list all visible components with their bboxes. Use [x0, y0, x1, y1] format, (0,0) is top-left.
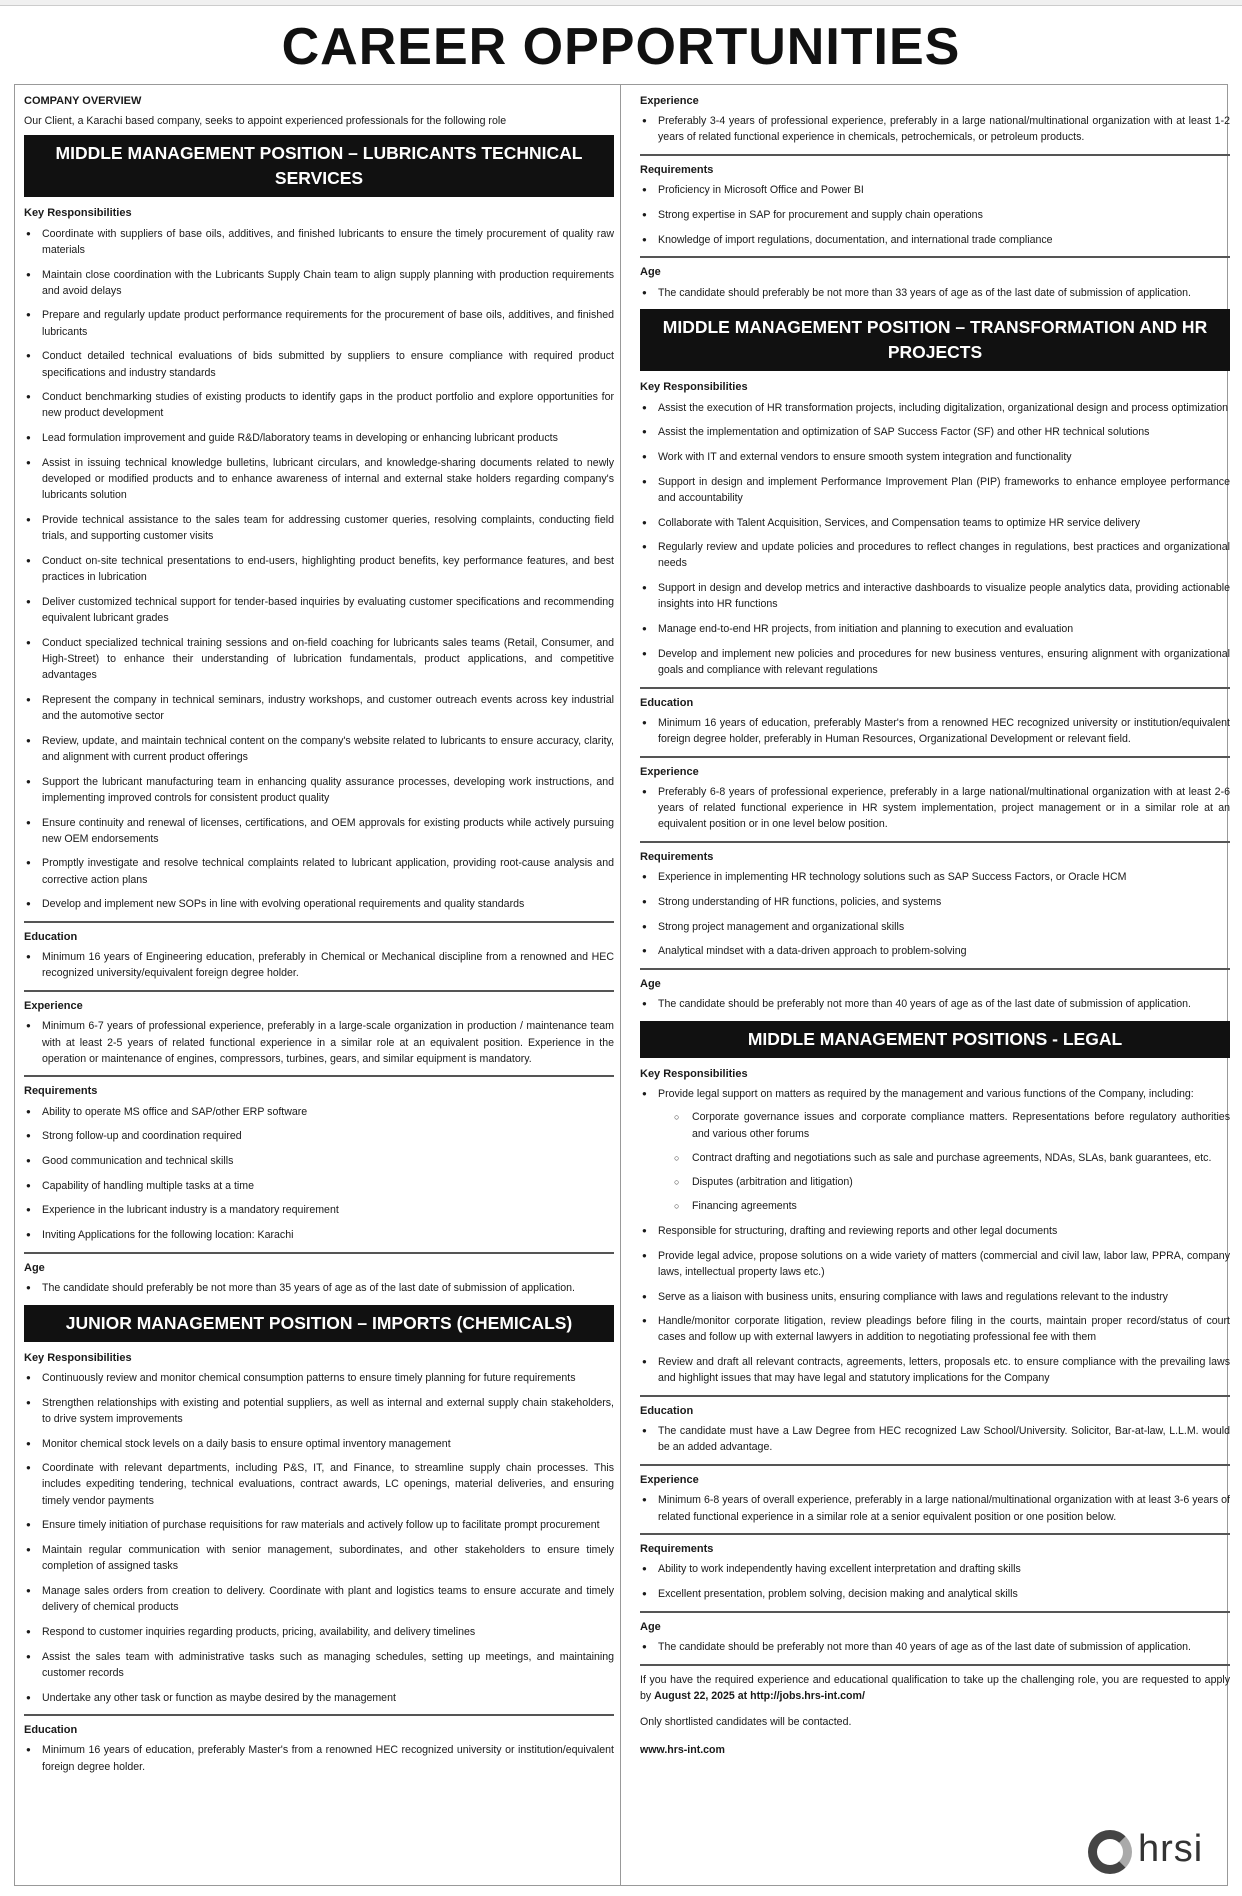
divider [24, 990, 614, 992]
legal-resp-label: Key Responsibilities [640, 1068, 748, 1081]
list-item: ● Handle/monitor corporate litigation, review pleadings before filing in the courts, maintain proper record/status of court cases and follow up with external lawyers in addition to negotiating professional fee with them [640, 1313, 1230, 1345]
list-item: ○ Financing agreements [658, 1198, 1230, 1214]
list-item: ● Assist the execution of HR transformation projects, including digitalization, organizational design and process optimization [640, 400, 1230, 416]
shortlisted-note: Only shortlisted candidates will be contacted. [640, 1716, 852, 1729]
list-item: ● Support in design and develop metrics and interactive dashboards to visualize people analytics data, providing actionable insights into HR functions [640, 580, 1230, 612]
lub-edu-label: Education [24, 931, 78, 944]
divider [24, 921, 614, 923]
list-item: ● Experience in implementing HR technology solutions such as SAP Success Factors, or Oracle HCM [640, 869, 1230, 885]
logo-text: hrsi [1138, 1828, 1204, 1870]
list-item: ● Manage sales orders from creation to delivery. Coordinate with plant and logistics teams to ensure accurate and timely delivery of chemical products [24, 1583, 614, 1615]
legal-age-label: Age [640, 1620, 661, 1633]
list-item: ● Minimum 16 years of education, preferably Master's from a renowned HEC recognized university or institution/equivalent foreign degree holder, preferably in Human Resources, Organizational Development or relevant field. [640, 715, 1230, 747]
logo-ring-icon [1088, 1830, 1132, 1874]
list-item: ● The candidate must have a Law Degree from HEC recognized Law School/University. Solicitor, Bar-at-law, L.L.M. would be an added advantage. [640, 1423, 1230, 1455]
list-item: ● Minimum 16 years of education, preferably Master's from a renowned HEC recognized university or institution/equivalent foreign degree holder. [24, 1742, 614, 1774]
list-item: ● The candidate should preferably be not more than 33 years of age as of the last date of submission of application. [640, 285, 1230, 301]
legal-resp-list [640, 1086, 1230, 1214]
list-item: ● Deliver customized technical support for tender-based inquiries by evaluating customer specifications and recommending equivalent lubricant grades [24, 594, 614, 626]
list-item: ● Minimum 6-8 years of overall experience, preferably in a large national/multinational organization with at least 3-6 years of related functional experience in a similar role at a senior equivalent position or one position below. [640, 1492, 1230, 1524]
list-item: ● Responsible for structuring, drafting and reviewing reports and other legal documents [640, 1223, 1230, 1239]
hr-resp-list [640, 400, 1230, 679]
divider [640, 1464, 1230, 1466]
overview-heading: COMPANY OVERVIEW [24, 95, 142, 107]
list-item: ● Conduct on-site technical presentations to end-users, highlighting product benefits, key performance features, and best practices in lubrication [24, 553, 614, 585]
hr-exp-label: Experience [640, 765, 699, 778]
legal-req-list [640, 1561, 1230, 1602]
legal-resp-first: Provide legal support on matters as required by the management and various functions of the Company, including: [658, 1088, 1194, 1101]
lub-resp-label: Key Responsibilities [24, 207, 132, 220]
list-item: ○ Disputes (arbitration and litigation) [658, 1174, 1230, 1190]
list-item: ● Ensure timely initiation of purchase requisitions for raw materials and actively follow up to facilitate prompt procurement [24, 1517, 614, 1533]
imp-resp-label: Key Responsibilities [24, 1351, 132, 1364]
list-item: ● Support the lubricant manufacturing team in enhancing quality assurance processes, developing work instructions, and implementing improved controls for consistent product quality [24, 774, 614, 806]
list-item: ● Review, update, and maintain technical content on the company's website related to lubricants to ensure accuracy, clarity, and alignment with current product offerings [24, 733, 614, 765]
list-item [640, 1086, 1230, 1214]
lub-exp-label: Experience [24, 1000, 83, 1013]
imports-banner: JUNIOR MANAGEMENT POSITION – IMPORTS (CHEMICALS) [24, 1305, 614, 1342]
imp-resp-list [24, 1370, 614, 1706]
legal-req-label: Requirements [640, 1543, 714, 1556]
website-link[interactable]: www.hrs-int.com [640, 1744, 725, 1757]
divider [640, 256, 1230, 258]
list-item: ● Knowledge of import regulations, documentation, and international trade compliance [640, 232, 1230, 248]
list-item: ● Provide technical assistance to the sales team for addressing customer queries, resolving complaints, conducting field trials, and supporting customer visits [24, 512, 614, 544]
list-item: ● The candidate should be preferably not more than 40 years of age as of the last date of submission of application. [640, 996, 1230, 1012]
hrsi-logo [1088, 1826, 1228, 1878]
hr-edu-list [640, 715, 1230, 747]
list-item: ● Manage end-to-end HR projects, from initiation and planning to execution and evaluation [640, 621, 1230, 637]
list-item: ● The candidate should be preferably not more than 40 years of age as of the last date of submission of application. [640, 1639, 1230, 1655]
legal-sub-list [658, 1109, 1230, 1214]
list-item: ● Assist the implementation and optimization of SAP Success Factor (SF) and other HR technical solutions [640, 424, 1230, 440]
list-item: ● Strengthen relationships with existing and potential suppliers, as well as internal and external supply chain stakeholders, to drive system improvements [24, 1395, 614, 1427]
list-item: ● Capability of handling multiple tasks at a time [24, 1178, 614, 1194]
left-column [24, 88, 614, 1783]
apply-pre: If you have the required experience and educational qualification to take up the challenging role, you are requested to apply by [640, 1673, 1230, 1702]
imp-edu-list [24, 1742, 614, 1774]
list-item: ● Develop and implement new SOPs in line with evolving operational requirements and quality standards [24, 896, 614, 912]
divider [640, 1533, 1230, 1535]
lub-age-label: Age [24, 1261, 45, 1274]
list-item: ● Conduct specialized technical training sessions and on-field coaching for lubricants sales teams (Retail, Consumer, and High-Street) to enhance their understanding of lubrication fundamentals, product applications, and competitive advantages [24, 635, 614, 684]
list-item: ● Represent the company in technical seminars, industry workshops, and customer outreach events across key industrial and the automotive sector [24, 692, 614, 724]
imp-exp-label: Experience [640, 95, 699, 107]
list-item: ● Assist the sales team with administrative tasks such as managing schedules, setting up meetings, and maintaining customer records [24, 1649, 614, 1681]
list-item: ● Ability to work independently having excellent interpretation and drafting skills [640, 1561, 1230, 1577]
hr-req-label: Requirements [640, 851, 714, 864]
hr-req-list [640, 869, 1230, 959]
lubricants-banner: MIDDLE MANAGEMENT POSITION – LUBRICANTS TECHNICAL SERVICES [24, 135, 614, 197]
imp-age-label: Age [640, 266, 661, 279]
legal-edu-label: Education [640, 1405, 694, 1418]
list-item: ● Assist in issuing technical knowledge bulletins, lubricant circulars, and knowledge-sharing documents related to newly developed or modified products and to enhance awareness of internal and external stake holders regarding company's lubricants solution [24, 455, 614, 504]
lub-edu-list [24, 949, 614, 981]
list-item: ● Ability to operate MS office and SAP/other ERP software [24, 1104, 614, 1120]
divider [24, 1252, 614, 1254]
list-item: ● Maintain close coordination with the Lubricants Supply Chain team to align supply planning with production requirements and avoid delays [24, 267, 614, 299]
list-item: ● The candidate should preferably be not more than 35 years of age as of the last date of submission of application. [24, 1280, 614, 1296]
divider [640, 1611, 1230, 1613]
list-item: ● Coordinate with relevant departments, including P&S, IT, and Finance, to streamline supply chain processes. This includes expediting tendering, technical evaluations, contract awards, LC openings, material deliveries, and ensuring timely vendor payments [24, 1460, 614, 1509]
list-item: ● Work with IT and external vendors to ensure smooth system integration and functionality [640, 449, 1230, 465]
list-item: ● Prepare and regularly update product performance requirements for the procurement of base oils, additives, and finished lubricants [24, 307, 614, 339]
hr-exp-list [640, 784, 1230, 833]
list-item: ● Regularly review and update policies and procedures to reflect changes in regulations, best practices and organizational needs [640, 539, 1230, 571]
overview-text: Our Client, a Karachi based company, seeks to appoint experienced professionals for the following role [24, 115, 507, 128]
list-item: ● Serve as a liaison with business units, ensuring compliance with laws and regulations relevant to the industry [640, 1289, 1230, 1305]
divider [640, 1395, 1230, 1397]
divider [640, 154, 1230, 156]
apply-link[interactable]: http://jobs.hrs-int.com/ [750, 1690, 865, 1702]
list-item: ● Good communication and technical skills [24, 1153, 614, 1169]
divider [640, 687, 1230, 689]
hr-banner: MIDDLE MANAGEMENT POSITION – TRANSFORMATION AND HR PROJECTS [640, 309, 1230, 371]
hr-age-list [640, 996, 1230, 1012]
divider [24, 1075, 614, 1077]
legal-age-list [640, 1639, 1230, 1655]
list-item: ○ Corporate governance issues and corporate compliance matters. Representations before regulatory authorities and various other forums [658, 1109, 1230, 1141]
lub-req-list [24, 1104, 614, 1244]
list-item: ● Preferably 6-8 years of professional experience, preferably in a large national/multinational organization with at least 2-6 years of related functional experience in HR system implementation, project management or in a similar role at an equivalent position or in one level below position. [640, 784, 1230, 833]
lub-resp-list [24, 226, 614, 913]
list-item: ● Lead formulation improvement and guide R&D/laboratory teams in developing or enhancing lubricant products [24, 430, 614, 446]
list-item: ● Analytical mindset with a data-driven approach to problem-solving [640, 943, 1230, 959]
legal-exp-label: Experience [640, 1474, 699, 1487]
hr-resp-label: Key Responsibilities [640, 381, 748, 394]
list-item: ● Ensure continuity and renewal of licenses, certifications, and OEM approvals for existing products while actively pursuing new OEM endorsements [24, 815, 614, 847]
imp-req-label: Requirements [640, 164, 714, 177]
list-item: ● Strong expertise in SAP for procurement and supply chain operations [640, 207, 1230, 223]
list-item: ● Respond to customer inquiries regarding products, pricing, availability, and delivery timelines [24, 1624, 614, 1640]
legal-banner: MIDDLE MANAGEMENT POSITIONS - LEGAL [640, 1021, 1230, 1058]
list-item: ● Minimum 16 years of Engineering education, preferably in Chemical or Mechanical discipline from a renowned and HEC recognized university/equivalent foreign degree holder. [24, 949, 614, 981]
legal-resp-more [640, 1223, 1230, 1387]
imp-age-list [640, 285, 1230, 301]
list-item: ● Proficiency in Microsoft Office and Power BI [640, 182, 1230, 198]
divider [24, 1714, 614, 1716]
list-item: ● Review and draft all relevant contracts, agreements, letters, proposals etc. to ensure compliance with the prevailing laws and highlight issues that may have legal and statutory implications for the Company [640, 1354, 1230, 1386]
list-item: ● Continuously review and monitor chemical consumption patterns to ensure timely planning for future requirements [24, 1370, 614, 1386]
list-item: ● Promptly investigate and resolve technical complaints related to lubricant application, providing root-cause analysis and corrective action plans [24, 855, 614, 887]
divider [640, 756, 1230, 758]
imp-exp-list [640, 113, 1230, 145]
top-strip [0, 0, 1242, 6]
list-item: ● Strong project management and organizational skills [640, 919, 1230, 935]
list-item: ● Develop and implement new policies and procedures for new business ventures, ensuring alignment with organizational goals and compliance with relevant regulations [640, 646, 1230, 678]
list-item: ● Strong understanding of HR functions, policies, and systems [640, 894, 1230, 910]
right-column [640, 88, 1230, 1759]
list-item: ● Minimum 6-7 years of professional experience, preferably in a large-scale organization in production / maintenance team with at least 2-5 years of related functional experience in a similar role at an equivalent position. Experience in the operation or maintenance of engines, compressors, turbines, gears, and similar equipment is mandatory. [24, 1018, 614, 1067]
lub-exp-list [24, 1018, 614, 1067]
list-item: ● Monitor chemical stock levels on a daily basis to ensure optimal inventory management [24, 1436, 614, 1452]
list-item: ● Support in design and implement Performance Improvement Plan (PIP) frameworks to enhance employee performance and accountability [640, 474, 1230, 506]
list-item: ● Maintain regular communication with senior management, subordinates, and other stakeholders to ensure timely completion of assigned tasks [24, 1542, 614, 1574]
list-item: ● Conduct benchmarking studies of existing products to identify gaps in the product portfolio and explore opportunities for new product development [24, 389, 614, 421]
divider [640, 1664, 1230, 1666]
apply-mid: at [734, 1690, 751, 1702]
list-item: ● Conduct detailed technical evaluations of bids submitted by suppliers to ensure compliance with required product specifications and industry standards [24, 348, 614, 380]
page-title: CAREER OPPORTUNITIES [281, 18, 961, 76]
list-item: ● Strong follow-up and coordination required [24, 1128, 614, 1144]
list-item: ● Provide legal advice, propose solutions on a wide variety of matters (commercial and civil law, labor law, PPRA, company laws, intellectual property laws etc.) [640, 1248, 1230, 1280]
list-item: ● Excellent presentation, problem solving, decision making and analytical skills [640, 1586, 1230, 1602]
imp-req-list [640, 182, 1230, 248]
list-item: ● Undertake any other task or function as maybe desired by the management [24, 1690, 614, 1706]
list-item: ● Coordinate with suppliers of base oils, additives, and finished lubricants to ensure the timely procurement of quality raw materials [24, 226, 614, 258]
list-item: ● Collaborate with Talent Acquisition, Services, and Compensation teams to optimize HR service delivery [640, 515, 1230, 531]
legal-edu-list [640, 1423, 1230, 1455]
legal-exp-list [640, 1492, 1230, 1524]
hr-age-label: Age [640, 978, 661, 991]
apply-instructions [640, 1672, 1230, 1704]
divider [640, 841, 1230, 843]
list-item: ○ Contract drafting and negotiations such as sale and purchase agreements, NDAs, SLAs, bank guarantees, etc. [658, 1150, 1230, 1166]
imp-edu-label: Education [24, 1724, 78, 1737]
list-item: ● Preferably 3-4 years of professional experience, preferably in a large national/multinational organization with at least 1-2 years of related functional experience in chemicals, petrochemicals, or petroleum products. [640, 113, 1230, 145]
column-divider [620, 84, 621, 1886]
lub-req-label: Requirements [24, 1085, 98, 1098]
apply-date: August 22, 2025 [654, 1690, 735, 1702]
list-item: ● Experience in the lubricant industry is a mandatory requirement [24, 1202, 614, 1218]
divider [640, 968, 1230, 970]
hr-edu-label: Education [640, 696, 694, 709]
lub-age-list [24, 1280, 614, 1296]
list-item: ● Inviting Applications for the following location: Karachi [24, 1227, 614, 1243]
